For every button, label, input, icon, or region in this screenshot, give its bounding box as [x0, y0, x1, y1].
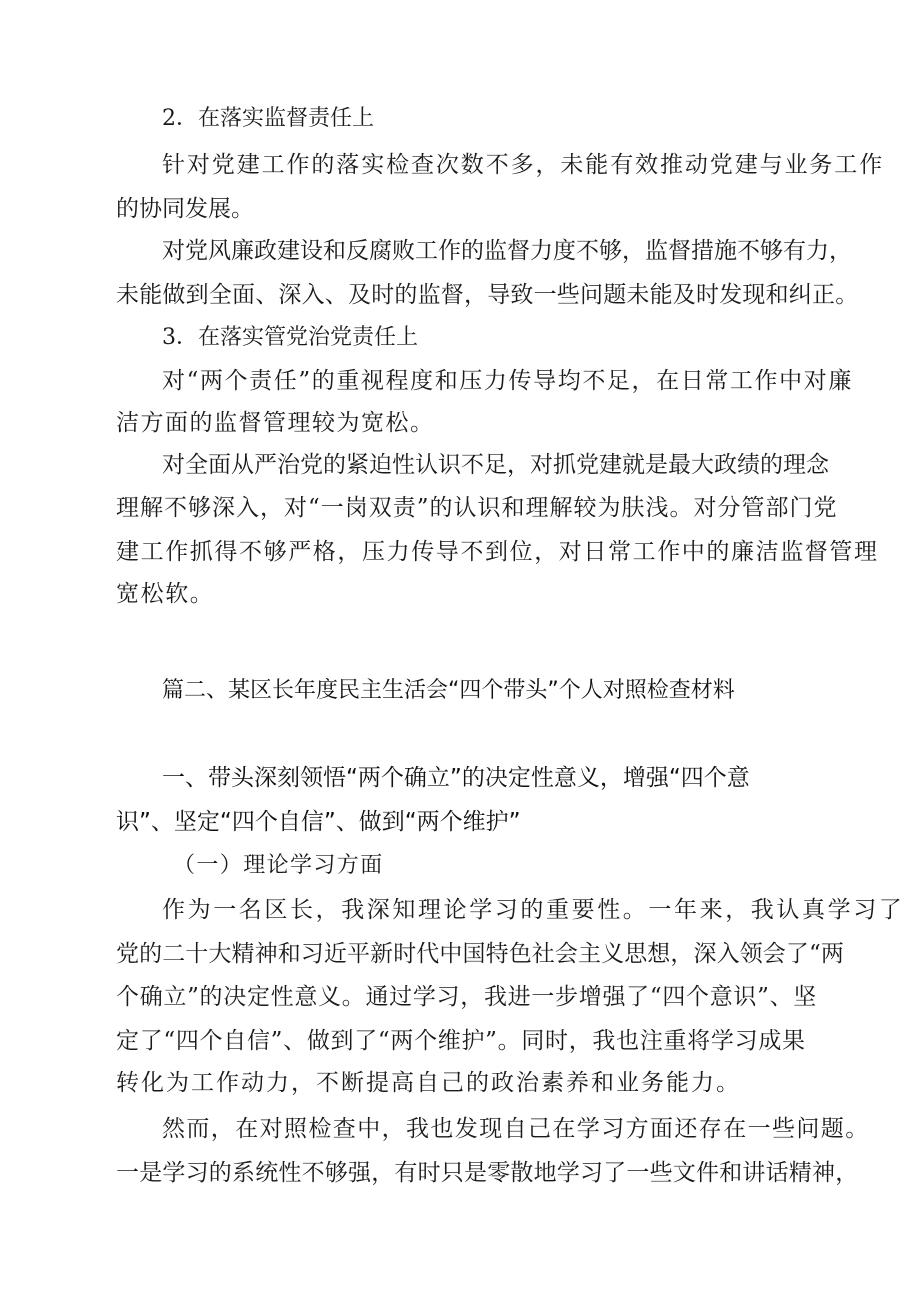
paragraph-line: 转化为工作动力，不断提高自己的政治素养和业务能力。 [116, 1070, 741, 1096]
paragraph-line: 然而，在对照检查中，我也发现自己在学习方面还存在一些问题。 [162, 1116, 870, 1142]
paragraph-line: 建工作抓得不够严格，压力传导不到位，对日常工作中的廉洁监督管理 [116, 539, 879, 565]
paragraph-line: 针对党建工作的落实检查次数不多，未能有效推动党建与业务工作 [162, 152, 885, 178]
paragraph-line: 个确立”的决定性意义。通过学习，我进一步增强了“四个意识”、坚 [116, 984, 817, 1010]
section-heading: 识”、坚定“四个自信”、做到“两个维护” [116, 809, 521, 835]
paragraph-line: 对“两个责任”的重视程度和压力传导均不足，在日常工作中对廉 [162, 368, 853, 394]
paragraph-line: 对党风廉政建设和反腐败工作的监督力度不够，监督措施不够有力， [162, 238, 852, 264]
paragraph-line: 定了“四个自信”、做到了“两个维护”。同时，我也注重将学习成果 [116, 1028, 806, 1054]
paragraph-line: 理解不够深入，对“一岗双责”的认识和理解较为肤浅。对分管部门党 [116, 495, 838, 521]
paragraph-line: 宽松软。 [116, 581, 215, 607]
paragraph-line: 对全面从严治党的紧迫性认识不足，对抓党建就是最大政绩的理念 [162, 452, 829, 478]
paragraph-line: 洁方面的监督管理较为宽松。 [116, 410, 435, 436]
paragraph-line: 党的二十大精神和习近平新时代中国特色社会主义思想，深入领会了“两 [116, 941, 844, 967]
subheading-party-governance-responsibility: 3．在落实管党治党责任上 [162, 325, 418, 350]
paragraph-line: 未能做到全面、深入、及时的监督，导致一些问题未能及时发现和纠正。 [116, 282, 859, 308]
paragraph-line: 作为一名区长，我深知理论学习的重要性。一年来，我认真学习了 [162, 897, 905, 923]
section-heading: 一、带头深刻领悟“两个确立”的决定性意义，增强“四个意 [162, 765, 750, 791]
document-title: 篇二、某区长年度民主生活会“四个带头”个人对照检查材料 [162, 678, 735, 703]
paragraph-line: 的协同发展。 [116, 196, 254, 222]
subheading-theory-study: （一）理论学习方面 [173, 853, 384, 878]
subheading-supervision-responsibility: 2．在落实监督责任上 [162, 106, 374, 131]
paragraph-line: 一是学习的系统性不够强，有时只是零散地学习了一些文件和讲话精神， [116, 1160, 859, 1186]
